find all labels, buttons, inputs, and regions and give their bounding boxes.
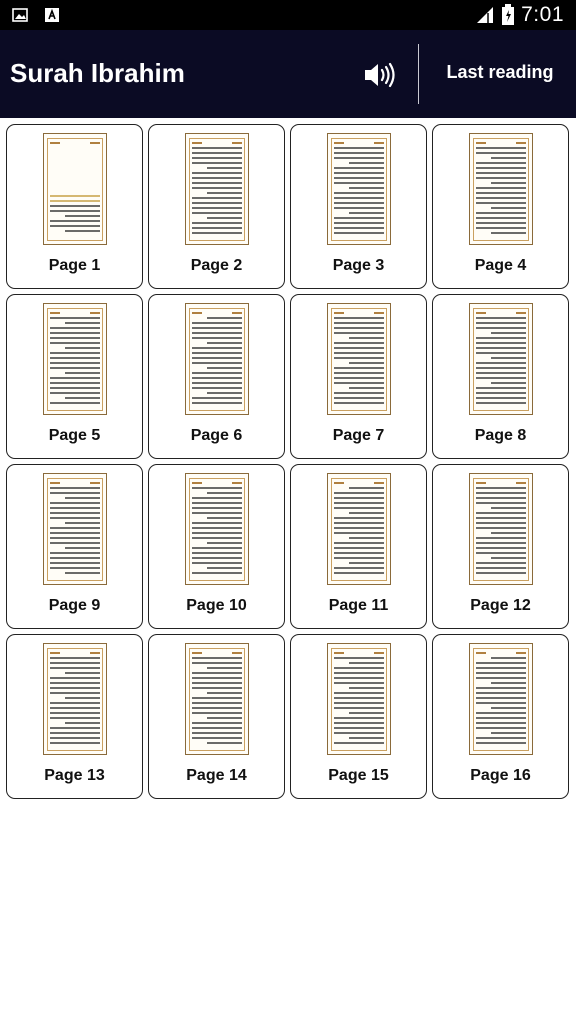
page-card[interactable] (432, 634, 569, 799)
page-card[interactable] (290, 634, 427, 799)
page-label: Page 14 (186, 767, 247, 784)
page-label: Page 5 (48, 427, 101, 444)
status-time: 7:01 (521, 3, 564, 26)
status-left (12, 7, 60, 23)
page-thumbnail (185, 473, 249, 585)
page-card[interactable] (432, 124, 569, 289)
page-thumbnail (327, 133, 391, 245)
page-card[interactable] (148, 294, 285, 459)
battery-icon (501, 4, 515, 26)
page-card[interactable] (290, 124, 427, 289)
speaker-button[interactable] (362, 60, 396, 90)
image-icon (12, 7, 28, 23)
page-label: Page 6 (190, 427, 243, 444)
page-card[interactable] (6, 464, 143, 629)
last-reading-button[interactable]: Last reading (446, 62, 554, 82)
page-label: Page 7 (332, 427, 385, 444)
page-label: Page 10 (186, 597, 247, 614)
page-thumbnail (469, 303, 533, 415)
page-label: Page 15 (328, 767, 389, 784)
text-a-icon (44, 7, 60, 23)
page-card[interactable] (148, 464, 285, 629)
page-label: Page 4 (474, 257, 527, 274)
app-bar (0, 30, 576, 118)
page-thumbnail (469, 133, 533, 245)
page-thumbnail (327, 473, 391, 585)
page-label: Page 1 (48, 257, 101, 274)
page-card[interactable] (6, 634, 143, 799)
page-card[interactable] (290, 464, 427, 629)
page-card[interactable] (6, 294, 143, 459)
page-thumbnail (185, 643, 249, 755)
page-card[interactable] (432, 464, 569, 629)
page-label: Page 2 (190, 257, 243, 274)
page-label: Page 11 (328, 597, 389, 614)
status-bar (0, 0, 576, 30)
page-label: Page 9 (48, 597, 101, 614)
page-label: Page 12 (470, 597, 531, 614)
page-thumbnail (185, 133, 249, 245)
page-label: Page 13 (44, 767, 105, 784)
page-thumbnail (327, 643, 391, 755)
page-thumbnail (43, 133, 107, 245)
page-thumbnail (43, 473, 107, 585)
page-thumbnail (469, 473, 533, 585)
speaker-icon (362, 60, 396, 90)
page-label: Page 3 (332, 257, 385, 274)
page-thumbnail (43, 303, 107, 415)
page-label: Page 8 (474, 427, 527, 444)
app-bar-divider (418, 44, 419, 104)
page-card[interactable] (432, 294, 569, 459)
page-thumbnail (469, 643, 533, 755)
page-title: Surah Ibrahim (10, 58, 185, 88)
page-label: Page 16 (470, 767, 531, 784)
page-thumbnail (43, 643, 107, 755)
page-thumbnail (327, 303, 391, 415)
page-card[interactable] (148, 634, 285, 799)
status-right (475, 3, 564, 27)
page-grid (6, 124, 570, 799)
page-card[interactable] (6, 124, 143, 289)
page-card[interactable] (290, 294, 427, 459)
page-thumbnail (185, 303, 249, 415)
page-card[interactable] (148, 124, 285, 289)
signal-icon (475, 5, 495, 25)
